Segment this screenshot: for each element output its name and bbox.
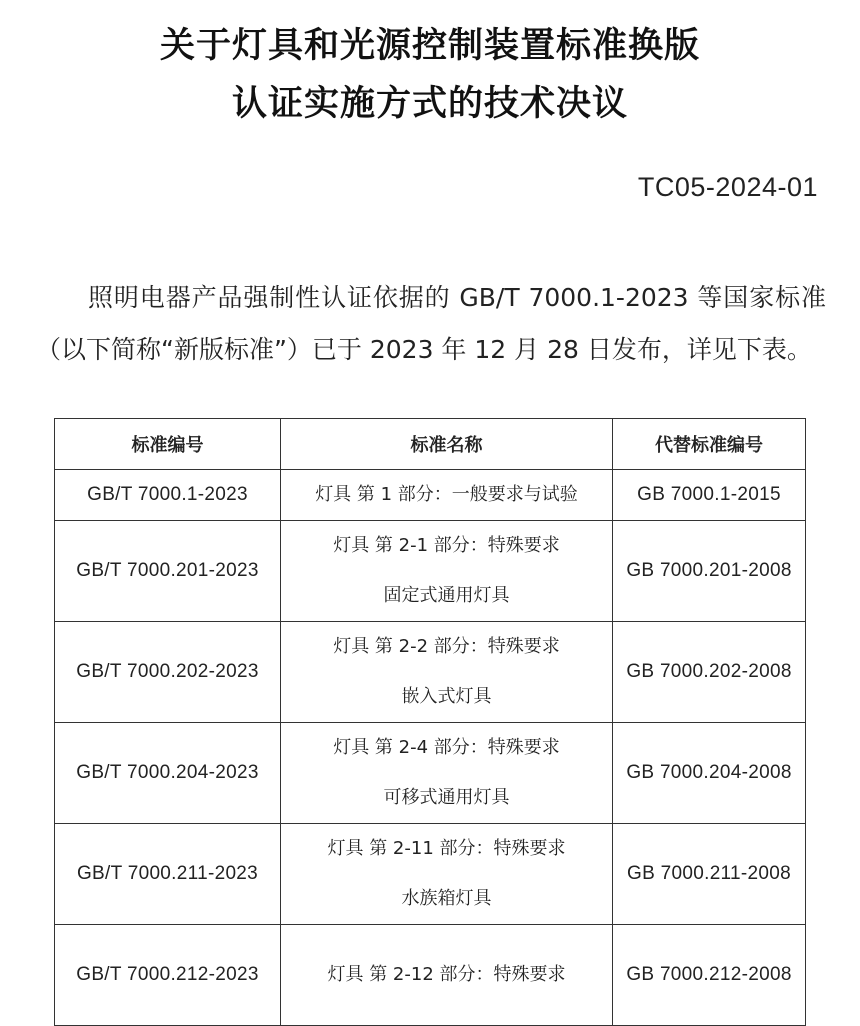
replaced-code-cell: GB 7000.204-2008: [613, 723, 806, 824]
header-standard-code: 标准编号: [55, 419, 281, 470]
table-row: [55, 470, 806, 521]
standard-name-line: 灯具 第 2-1 部分：特殊要求: [333, 535, 560, 556]
table-row: [55, 521, 806, 622]
header-standard-name: 标准名称: [281, 419, 613, 470]
standard-name-line: 水族箱灯具: [401, 888, 492, 909]
standard-name-line: 可移式通用灯具: [383, 787, 510, 808]
standard-name-cell: [281, 824, 613, 925]
table-row: [55, 622, 806, 723]
header-replaced-code: 代替标准编号: [613, 419, 806, 470]
standard-name-cell: [281, 470, 613, 521]
standard-name-line: 灯具 第 1 部分：一般要求与试验: [315, 484, 578, 505]
replaced-code-cell: GB 7000.201-2008: [613, 521, 806, 622]
document-number: TC05-2024-01: [637, 172, 818, 202]
document-title-line-1: 关于灯具和光源控制装置标准换版: [159, 25, 700, 66]
standard-name-line: 嵌入式灯具: [401, 686, 492, 707]
table-header-row: [55, 419, 806, 470]
document-title-line-2: 认证实施方式的技术决议: [231, 83, 628, 124]
table-row: [55, 723, 806, 824]
standard-name-cell: [281, 622, 613, 723]
standard-name-cell: [281, 925, 613, 1026]
standard-code-cell: GB/T 7000.201-2023: [55, 521, 281, 622]
standard-code-cell: GB/T 7000.1-2023: [55, 470, 281, 521]
standard-name-line: 灯具 第 2-2 部分：特殊要求: [333, 636, 560, 657]
standard-name-line: 灯具 第 2-4 部分：特殊要求: [333, 737, 560, 758]
standard-name-line: 灯具 第 2-12 部分：特殊要求: [327, 964, 566, 985]
intro-paragraph: 照明电器产品强制性认证依据的 GB/T 7000.1-2023 等国家标准（以下简称“新版标准”）已于 2023 年 12 月 28 日发布，详见下表。: [36, 283, 826, 364]
replaced-code-cell: GB 7000.212-2008: [613, 925, 806, 1026]
standard-name-line: 灯具 第 2-11 部分：特殊要求: [327, 838, 566, 859]
table-row: [55, 824, 806, 925]
replaced-code-cell: GB 7000.202-2008: [613, 622, 806, 723]
replaced-code-cell: GB 7000.1-2015: [613, 470, 806, 521]
replaced-code-cell: GB 7000.211-2008: [613, 824, 806, 925]
table-row: [55, 925, 806, 1026]
standard-code-cell: GB/T 7000.204-2023: [55, 723, 281, 824]
standard-code-cell: GB/T 7000.211-2023: [55, 824, 281, 925]
standards-table: [54, 418, 806, 1026]
standard-name-cell: [281, 521, 613, 622]
standard-name-line: 固定式通用灯具: [383, 585, 510, 606]
standard-name-cell: [281, 723, 613, 824]
standard-code-cell: GB/T 7000.202-2023: [55, 622, 281, 723]
standard-code-cell: GB/T 7000.212-2023: [55, 925, 281, 1026]
